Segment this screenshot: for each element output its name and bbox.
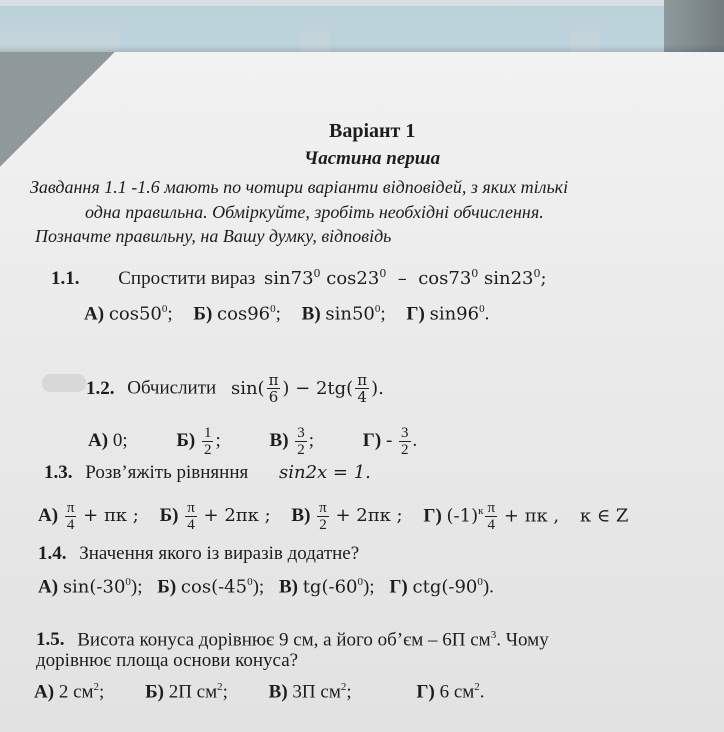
window-frame: [0, 0, 724, 6]
option-v[interactable]: В) $tg(-60^0)$;: [278, 576, 375, 598]
question-number: 1.3.: [44, 462, 73, 483]
question-number: 1.5.: [36, 629, 65, 651]
option-b[interactable]: Б) $\cos 96^0$;: [193, 303, 281, 325]
option-v[interactable]: В) 3П $см^2$;: [268, 681, 352, 703]
instructions-line-3: Позначте правильну, на Вашу думку, відповідь: [35, 226, 392, 246]
instructions-line-1: Завдання 1.1 -1.6 мають по чотири варіанти відповідей, з яких тількі: [30, 177, 569, 197]
question-text: Спростити вираз: [118, 268, 256, 289]
question-equation: sin2x = 1.: [279, 462, 371, 483]
option-g[interactable]: Г) $\sin 96^0$.: [406, 303, 490, 325]
paper-corner-shadow: [0, 52, 115, 172]
question-1-4: [38, 543, 359, 565]
question-expression: $\sin 73^0$ $\cos 23^0 - \cos 73^0$ $\sin 23^0$;: [264, 267, 547, 289]
option-g[interactable]: Г) - $\frac{3}{2}$ .: [362, 425, 418, 458]
question-1-2-options: [88, 425, 433, 458]
option-a[interactable]: А) $\frac{\pi}{4}$ + πк ;: [38, 500, 139, 534]
option-g[interactable]: Г) 6 $см^2$.: [416, 681, 485, 703]
question-text: Розв’яжіть рівняння: [85, 462, 249, 483]
question-text: Значення якого із виразів додатне?: [79, 543, 360, 564]
question-1-2: [86, 372, 384, 405]
part-title: Частина перша: [304, 148, 441, 169]
option-a[interactable]: А) $\cos 50^0$;: [84, 303, 173, 325]
option-b[interactable]: Б) $\frac{\pi}{4}$ + 2πк ;: [159, 500, 271, 534]
question-1-3: [44, 462, 371, 484]
question-1-3-options: [38, 500, 628, 533]
variant-title: Варіант 1: [329, 120, 416, 142]
option-g[interactable]: Г) $(-1)^к$ $\frac{\pi}{4}$ + πк ,: [423, 500, 560, 534]
paper-smudge: [42, 374, 86, 392]
option-b[interactable]: Б) $\frac{1}{2}$ ;: [176, 425, 221, 458]
option-v[interactable]: В) $\sin 50^0$;: [301, 303, 386, 325]
option-b[interactable]: Б) 2П $см^2$;: [145, 681, 228, 703]
option-a[interactable]: А) $\sin(-30^0)$;: [38, 576, 143, 598]
question-1-4-options: [38, 571, 510, 598]
question-text: Обчислити: [127, 377, 217, 399]
option-a[interactable]: А) 2 $см^2$;: [34, 681, 105, 703]
option-g[interactable]: Г) $ctg(-90^0)$.: [389, 576, 494, 598]
question-number: 1.1.: [51, 268, 80, 289]
question-1-5-line-2: дорівнює площа основи конуса?: [36, 650, 299, 671]
question-expression: sin( $\frac{\pi}{6}$ ) − 2tg( $\frac{\pi}{4}$ ).: [230, 371, 384, 406]
question-1-5-options: [34, 676, 501, 703]
question-1-1: [51, 263, 547, 290]
question-number: 1.2.: [86, 377, 115, 399]
option-a[interactable]: А) 0;: [88, 429, 128, 451]
question-text: Висота конуса дорівнює 9 см, а його об’єм – 6П см: [77, 629, 491, 651]
solution-domain: к ∈ Z: [579, 505, 629, 527]
option-v[interactable]: В) $\frac{\pi}{2}$ + 2πк ;: [291, 500, 403, 534]
question-1-5: 1.5. Висота конуса дорівнює 9 см, а його об’єм – 6П $см^3$. Чому: [36, 629, 549, 651]
option-b[interactable]: Б) $\cos(-45^0)$;: [157, 576, 265, 598]
question-1-1-options: [84, 298, 505, 325]
option-v[interactable]: В) $\frac{3}{2}$ ;: [269, 425, 315, 458]
question-number: 1.4.: [38, 543, 67, 564]
instructions-line-2: одна правильна. Обміркуйте, зробіть необхідні обчислення.: [85, 202, 544, 222]
